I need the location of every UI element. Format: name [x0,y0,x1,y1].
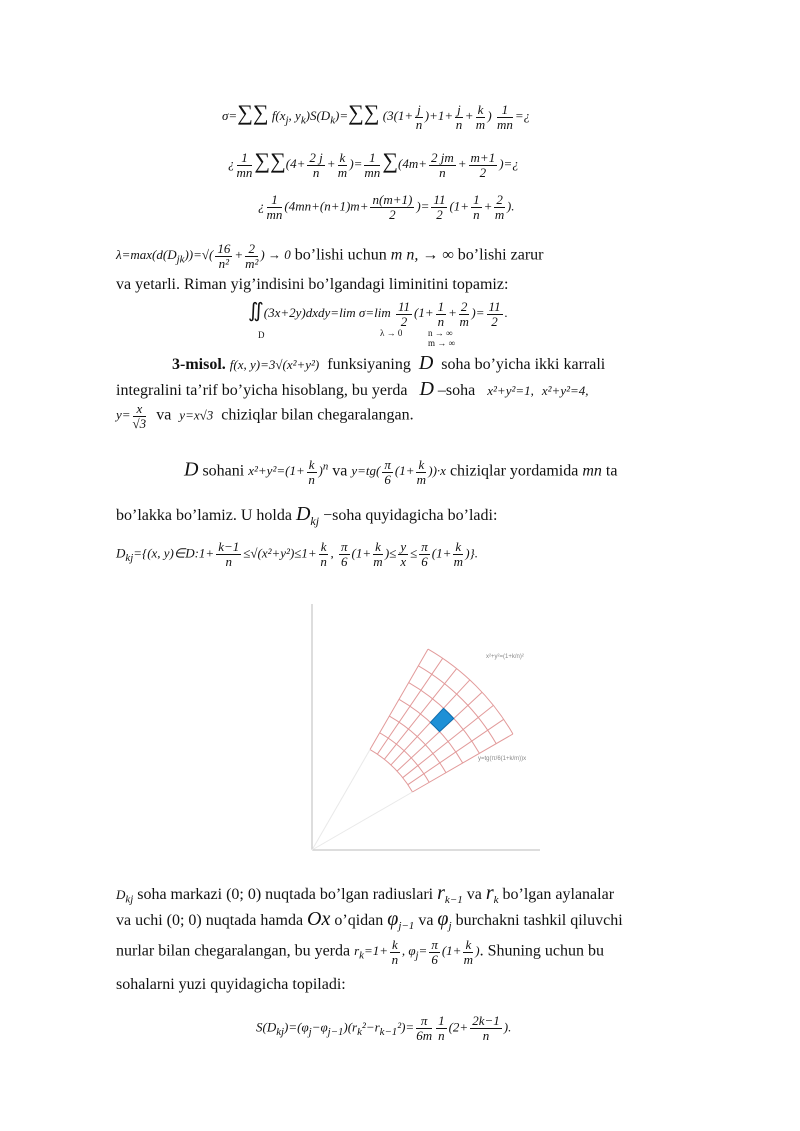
bottom-line1: $D_{kj}$ soha markazi (0; 0) nuqtada bo’lgan radiuslari $r_{k-1}$ va $r_k$ bo’lgan aylanalar [116,882,615,907]
sector-grid [312,649,513,850]
split-paragraph-line2: bo’lakka bo’lamiz. U holda $D_{kj}$ −soha quyidagicha bo’ladi: [116,503,498,528]
sigma-sum-line2: ¿ $\frac{1}{mn}$ ∑∑(4+ $\frac{2 j}{n}$ + $\frac{k}{m}$ )= $\frac{1}{mn}$ ∑(4m+ $\frac{2 jm}{n}$ + $\frac{m+1}{2}$ )=¿ [228,148,519,180]
limit-lambda-sub: λ → 0 [380,328,403,338]
sigma-sum-line1: σ=∑∑ $f(x_j$, $y_k)S(D_k)=\sum\sum$ (3(1+ $\frac{j}{n}$ )+1+ $\frac{j}{n}$ + $\frac{k}{m}$ ) $\frac{1}{mn}$ =¿ [222,100,531,132]
origin-ray [312,792,412,850]
bottom-line3: nurlar bilan chegaralangan, bu yerda $r_k=1+$ $\frac{k}{n}$ , $\varphi_j=$ $\frac{\pi}{6}$ (1+ $\frac{k}{m}$ ). Shuning uchun bu [116,937,605,967]
example-3-line3: y= $\frac{x}{√3}$ va y=x√3 chiziqlar bilan chegaralangan. [116,401,414,431]
integral-domain-D: D [258,330,265,340]
origin-ray [312,750,370,850]
limit-nm-sub: n → ∞ m → ∞ [428,328,455,348]
riemann-intro: va yetarli. Riman yig’indisini bo’lgandagi liminitini topamiz: [116,276,509,293]
area-formula: $S(D_{kj})=(\varphi_j-\varphi_{j-1})(r_k^2-r_{k-1}^2)=$ $\frac{\pi}{6m}$ $\frac{1}{n}$ (2+ $\frac{2k-1}{n}$ ). [256,1013,512,1043]
grid-ray [377,658,442,754]
example-3-line2: integralini ta’rif bo’yicha hisoblang, bu yerda D –soha x²+y²=1, x²+y²=4, [116,378,589,400]
split-paragraph-line1: D sohani x²+y²=(1+ $\frac{k}{n}$ )$^n$ va y=tg( $\frac{\pi}{6}$ (1+ $\frac{k}{m}$ ))·x chiziqlar yordamida mn ta [184,457,618,487]
highlighted-cell [430,708,453,731]
dkj-definition: $D_{kj}=\{(x$, y)∈D:1+ $\frac{k-1}{n}$ ≤√(x²+y²)≤1+ $\frac{k}{n}$ , $\frac{\pi}{6}$ (1+ $\frac{k}{m}$ )≤ $\frac{y}{x}$ ≤ $\frac{\pi}{6}$ (1+ $\frac{k}{m}$ )}. [116,539,478,569]
grid-arc [370,750,412,792]
label-circle-family: x²+y²=(1+k/n)² [486,654,524,660]
example-3-line1: 3-misol. f(x, y)=3√(x²+y²) funksiyaning D soha bo’yicha ikki karrali [172,352,606,374]
lambda-paragraph: $\lambda=\max(d(D_{jk}))=√$( $\frac{16}{\text{n²}}$ + $\frac{2}{\text{m²}}$ ) → 0 bo’lishi uchun m n, → ∞ bo’lishi zarur [116,241,544,271]
sigma-sum-line3: ¿ $\frac{1}{mn}$ (4mn+(n+1)m+ $\frac{n(m+1)}{2}$ )= $\frac{11}{2}$ (1+ $\frac{1}{n}$ + $\frac{2}{m}$ ). [258,192,515,222]
label-ray-family: y=tg(π/6(1+k/m))x [478,756,527,762]
sector-grid-figure [290,598,550,860]
riemann-limit-formula: ∬(3x+2y)dxdy=lim σ=lim $\frac{11}{2}$ (1+ $\frac{1}{n}$ + $\frac{2}{m}$ )= $\frac{11}{2}$ . [248,298,508,329]
grid-ray [408,719,504,784]
bottom-line4: sohalarni yuzi quyidagicha topiladi: [116,976,346,993]
bottom-line2: va uchi (0; 0) nuqtada hamda Ox o’qidan $\varphi_{j-1}$ va $\varphi_j$ burchakni tashkil qiluvchi [116,908,623,933]
